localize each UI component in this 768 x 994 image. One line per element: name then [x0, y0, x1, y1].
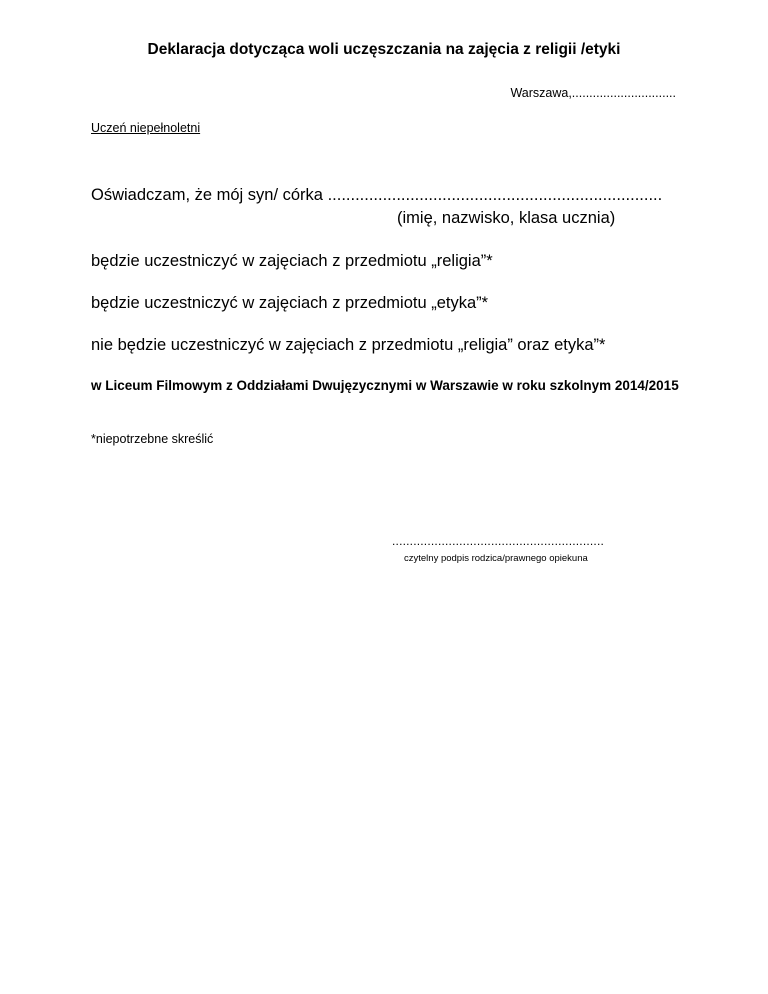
school-statement: w Liceum Filmowym z Oddziałami Dwujęzycznymi w Warszawie w roku szkolnym 2014/2015: [91, 378, 679, 393]
student-type-label: Uczeń niepełnoletni: [91, 121, 201, 135]
option-ethics: będzie uczestniczyć w zajęciach z przedmiotu „etyka”*: [91, 294, 489, 312]
footnote: *niepotrzebne skreślić: [91, 432, 214, 446]
option-none: nie będzie uczestniczyć w zajęciach z przedmiotu „religia” oraz etyka”*: [91, 336, 606, 354]
declaration-hint: (imię, nazwisko, klasa ucznia): [397, 209, 616, 227]
signature-caption: czytelny podpis rodzica/prawnego opiekuna: [404, 553, 588, 564]
signature-line: ............................................................: [392, 534, 605, 548]
declaration-line: Oświadczam, że mój syn/ córka .........................................................................: [91, 186, 663, 204]
option-religion: będzie uczestniczyć w zajęciach z przedmiotu „religia”*: [91, 252, 493, 270]
document-title: Deklaracja dotycząca woli uczęszczania na zajęcia z religii /etyki: [147, 41, 621, 58]
place-date-field: Warszawa,..............................: [510, 86, 676, 100]
